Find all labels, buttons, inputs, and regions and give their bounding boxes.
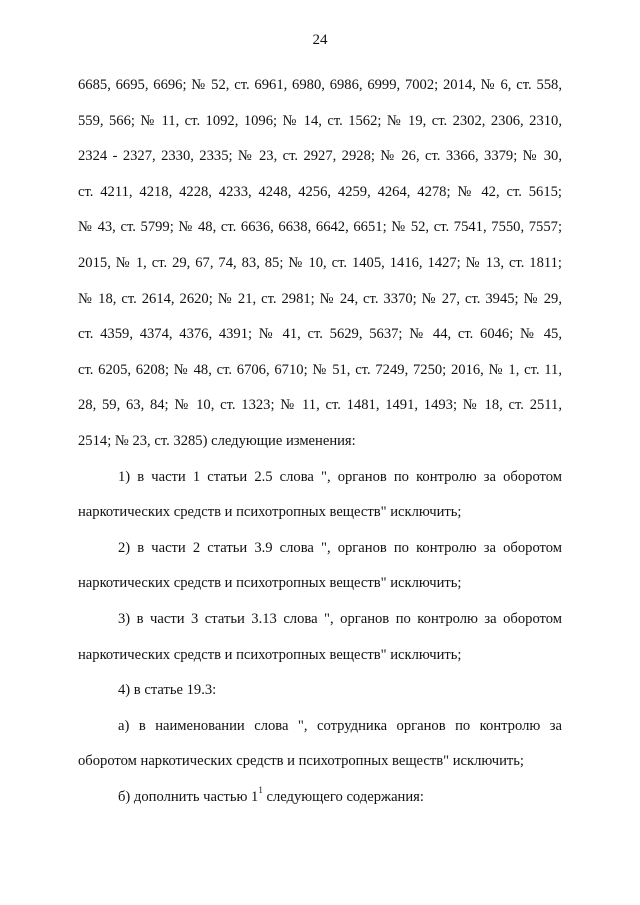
list-item-1-continuation: наркотических средств и психотропных веществ" исключить;	[78, 504, 462, 521]
text-line: 28, 59, 63, 84; № 10, ст. 1323; № 11, ст. 1481, 1491, 1493; № 18, ст. 2511,	[78, 397, 562, 414]
text-line: № 43, ст. 5799; № 48, ст. 6636, 6638, 6642, 6651; № 52, ст. 7541, 7550, 7557;	[78, 219, 562, 236]
sub-item-a-continuation: оборотом наркотических средств и психотропных веществ" исключить;	[78, 753, 524, 770]
text-line: 2324 - 2327, 2330, 2335; № 23, ст. 2927, 2928; № 26, ст. 3366, 3379; № 30,	[78, 148, 562, 165]
text-line: 2015, № 1, ст. 29, 67, 74, 83, 85; № 10, ст. 1405, 1416, 1427; № 13, ст. 1811;	[78, 254, 562, 271]
text-line: 2514; № 23, ст. 3285) следующие изменения:	[78, 432, 356, 449]
text-line: ст. 4211, 4218, 4228, 4233, 4248, 4256, 4259, 4264, 4278; № 42, ст. 5615;	[78, 183, 562, 200]
text-line: 6685, 6695, 6696; № 52, ст. 6961, 6980, 6986, 6999, 7002; 2014, № 6, ст. 558,	[78, 77, 562, 93]
text-line: ст. 4359, 4374, 4376, 4391; № 41, ст. 5629, 5637; № 44, ст. 6046; № 45,	[78, 326, 562, 343]
list-item-3-continuation: наркотических средств и психотропных веществ" исключить;	[78, 646, 462, 663]
superscript: 1	[258, 785, 263, 796]
list-item-4-line: 4) в статье 19.3:	[118, 682, 217, 699]
list-item-3-line: 3) в части 3 статьи 3.13 слова ", органов по контролю за оборотом	[118, 610, 562, 627]
page-number: 24	[312, 32, 328, 48]
list-item-2-continuation: наркотических средств и психотропных веществ" исключить;	[78, 575, 462, 592]
text-line: 559, 566; № 11, ст. 1092, 1096; № 14, ст. 1562; № 19, ст. 2302, 2306, 2310,	[78, 112, 562, 129]
text-line: ст. 6205, 6208; № 48, ст. 6706, 6710; № 51, ст. 7249, 7250; 2016, № 1, ст. 11,	[78, 361, 562, 378]
sub-item-b-text-end: следующего содержания:	[262, 788, 424, 805]
list-item-1-line: 1) в части 1 статьи 2.5 слова ", органов по контролю за оборотом	[118, 468, 562, 485]
document-body	[78, 68, 562, 815]
sub-item-b-line	[78, 780, 562, 816]
sub-item-a-line: а) в наименовании слова ", сотрудника органов по контролю за	[118, 717, 562, 734]
list-item-2-line: 2) в части 2 статьи 3.9 слова ", органов по контролю за оборотом	[118, 539, 562, 556]
sub-item-b-text: б) дополнить частью 1	[118, 788, 259, 805]
text-line: № 18, ст. 2614, 2620; № 21, ст. 2981; № 24, ст. 3370; № 27, ст. 3945; № 29,	[78, 290, 562, 307]
